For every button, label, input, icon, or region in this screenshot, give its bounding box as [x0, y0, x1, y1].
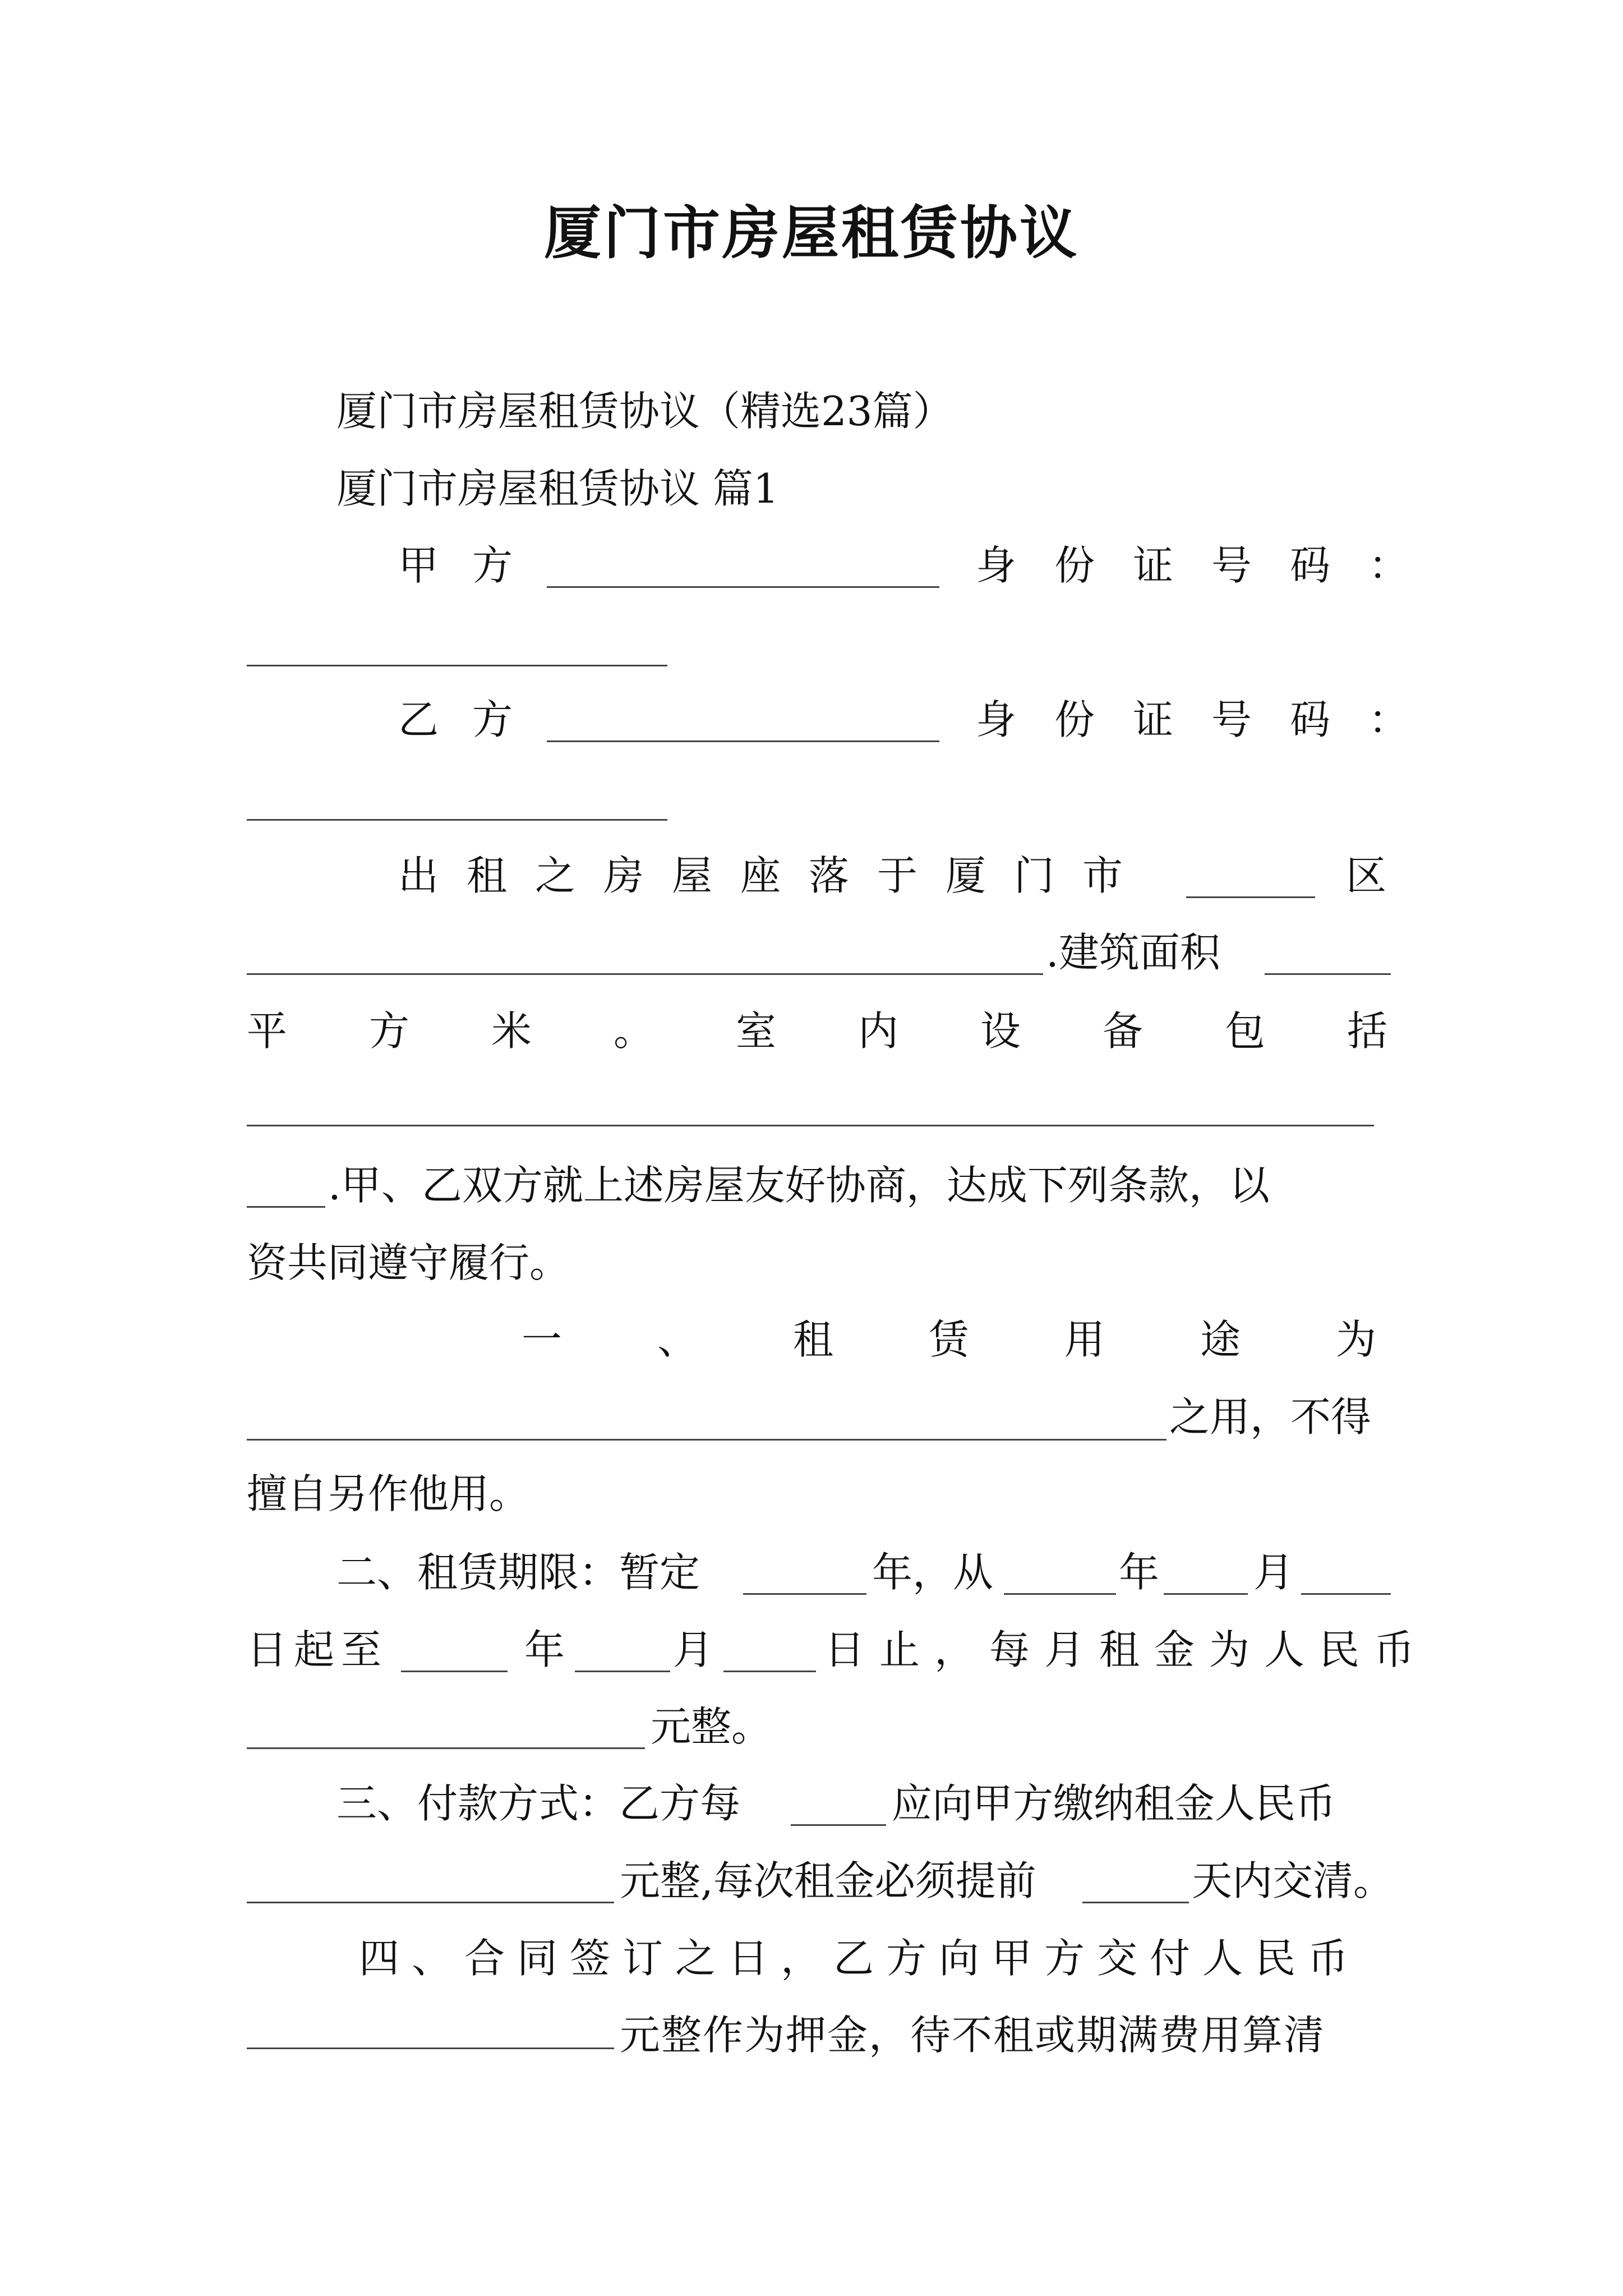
district-label: 区	[1346, 852, 1387, 899]
equipment-label: 平方米。室内设备包括	[247, 1007, 1470, 1055]
start-day-blank	[1301, 1593, 1391, 1595]
clause4-text: 四、合同签订之日，乙方向甲方交付人民币	[359, 1935, 1361, 1982]
term-years-blank	[743, 1593, 866, 1595]
clause2-year: 年，从	[872, 1549, 994, 1596]
clause1-suffix: 之用，不得	[1169, 1393, 1372, 1441]
party-b-id-blank	[247, 819, 667, 821]
document-title: 厦门市房屋租赁协议	[544, 200, 1079, 267]
clause2-prefix: 二、租赁期限：暂定	[336, 1549, 700, 1596]
equipment-blank-2	[247, 1206, 325, 1208]
start-month-blank	[1164, 1593, 1248, 1595]
area-blank	[1265, 973, 1391, 975]
clause2-line2-prefix: 日起至	[247, 1626, 389, 1673]
party-a-name-blank	[547, 586, 939, 588]
end-year-blank	[401, 1671, 508, 1672]
party-b-label: 乙方	[398, 696, 547, 743]
clause2-line2-month: 月	[673, 1626, 714, 1673]
area-label: .建筑面积	[1046, 929, 1220, 976]
clause1-text: 一、租赁用途为	[522, 1316, 1472, 1363]
agreement-text-cont: 资共同遵守履行。	[247, 1239, 570, 1286]
party-b-name-blank	[547, 740, 939, 742]
district-blank	[1186, 896, 1315, 898]
clause1-purpose-blank	[247, 1439, 1166, 1441]
clause2-line2-year: 年	[524, 1626, 565, 1673]
agreement-text: .甲、乙双方就上述房屋友好协商，达成下列条款，以	[328, 1162, 1270, 1209]
party-a-label: 甲方	[398, 542, 547, 589]
deposit-amount-blank	[247, 2047, 614, 2049]
clause3-line2-suffix: 天内交清。	[1192, 1857, 1394, 1904]
equipment-blank	[247, 1125, 1374, 1126]
party-b-id-label: 身份证号码：	[976, 696, 1447, 743]
rent-amount-blank	[247, 1747, 645, 1749]
clause3-prefix: 三、付款方式：乙方每	[336, 1780, 741, 1827]
advance-days-blank	[1082, 1902, 1189, 1903]
end-month-blank	[575, 1671, 670, 1672]
end-day-blank	[723, 1671, 816, 1672]
section-heading: 厦门市房屋租赁协议 篇1	[336, 465, 779, 512]
clause4-line2-suffix: 元整作为押金，待不租或期满费用算清	[620, 2012, 1326, 2059]
location-prefix: 出租之房屋座落于厦门市	[398, 852, 1151, 899]
clause2-line2-rest: 日止，每月租金为人民币	[824, 1626, 1430, 1673]
payment-period-blank	[791, 1824, 886, 1826]
party-a-id-blank	[247, 665, 667, 666]
start-year-blank	[1004, 1593, 1116, 1595]
document-subtitle: 厦门市房屋租赁协议（精选23篇）	[336, 388, 953, 435]
clause2-year2: 年	[1119, 1549, 1160, 1596]
clause2-line3-suffix: 元整。	[651, 1703, 772, 1750]
party-a-id-label: 身份证号码：	[976, 542, 1447, 589]
payment-amount-blank	[247, 1902, 614, 1903]
clause3-mid: 应向甲方缴纳租金人民币	[892, 1780, 1336, 1827]
address-blank	[247, 973, 1043, 975]
clause1-cont: 擅自另作他用。	[247, 1470, 530, 1517]
clause2-month: 月	[1253, 1549, 1294, 1596]
clause3-line2-mid: 元整,每次租金必须提前	[620, 1857, 1036, 1904]
